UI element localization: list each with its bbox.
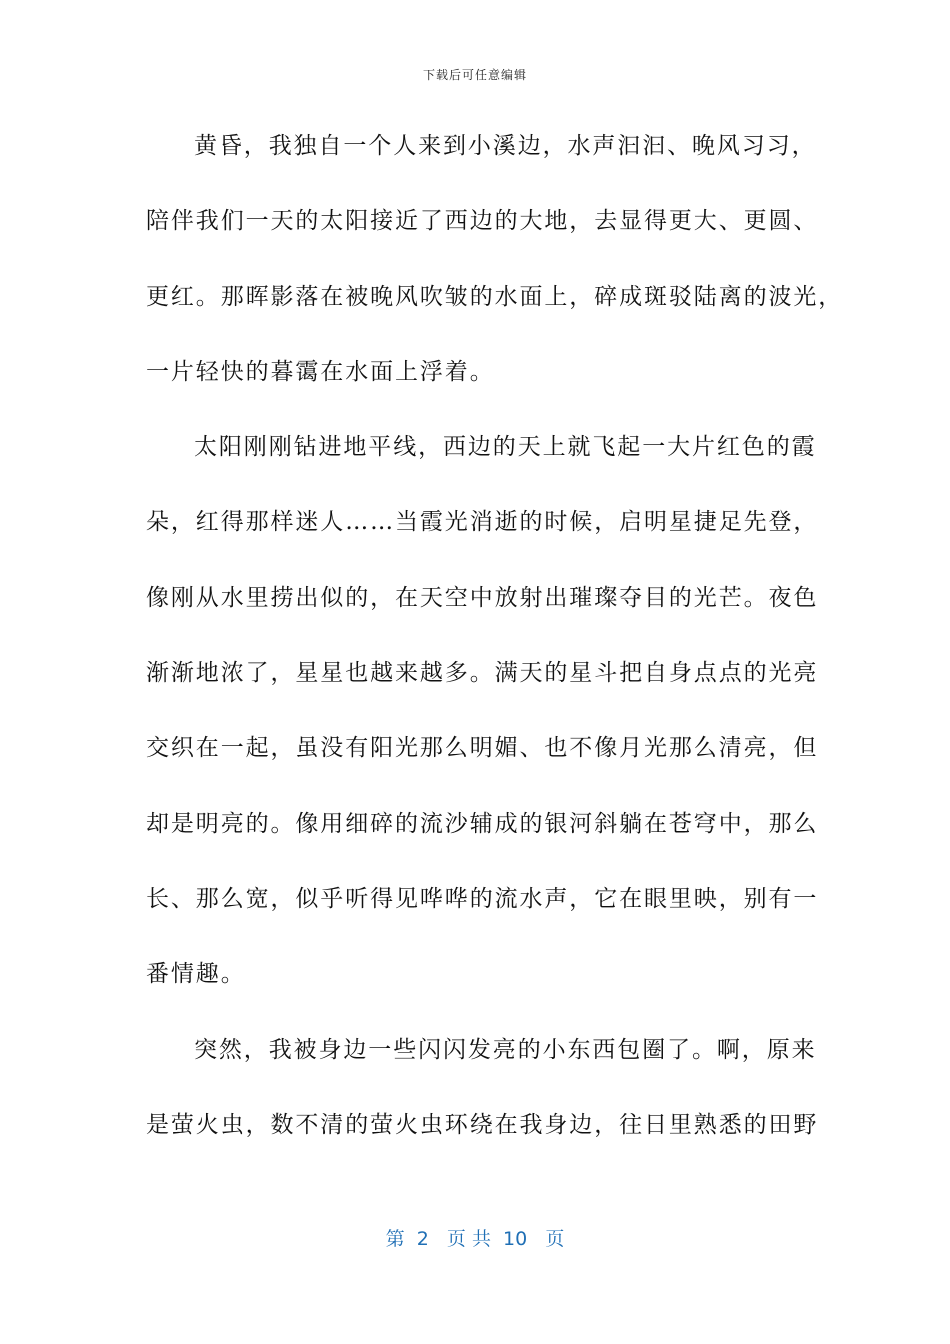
paragraph-line: 黄昏，我独自一个人来到小溪边，水声汩汩、晚风习习， xyxy=(194,133,817,159)
paragraph-line: 是萤火虫，数不清的萤火虫环绕在我身边，往日里熟悉的田野 xyxy=(146,1111,819,1138)
paragraph-line: 太阳刚刚钻进地平线，西边的天上就飞起一大片红色的霞 xyxy=(194,434,817,461)
paragraph-line: 交织在一起，虽没有阳光那么明媚、也不像月光那么清亮，但 xyxy=(146,735,819,762)
header-note: 下载后可任意编辑 xyxy=(422,68,527,82)
paragraph-line: 渐渐地浓了，星星也越来越多。满天的星斗把自身点点的光亮 xyxy=(146,660,819,687)
paragraph-line: 一片轻快的暮霭在水面上浮着。 xyxy=(146,358,495,385)
paragraph-line: 突然，我被身边一些闪闪发亮的小东西包圈了。啊，原来 xyxy=(194,1036,817,1063)
paragraph-line: 却是明亮的。像用细碎的流沙辅成的银河斜躺在苍穹中，那么 xyxy=(146,810,819,837)
paragraph-line: 番情趣。 xyxy=(146,961,246,988)
paragraph-line: 长、那么宽，似乎听得见哗哗的流水声，它在眼里映，别有一 xyxy=(146,885,819,912)
paragraph-line: 更红。那晖影落在被晚风吹皱的水面上，碎成斑驳陆离的波光， xyxy=(146,283,844,310)
paragraph-line: 陪伴我们一天的太阳接近了西边的大地，去显得更大、更圆、 xyxy=(146,208,819,235)
page-number-footer: 第 2 页 共 10 页 xyxy=(385,1228,565,1250)
document-body xyxy=(146,122,844,1176)
paragraph-line: 像刚从水里捞出似的，在天空中放射出璀璨夺目的光芒。夜色 xyxy=(146,584,819,611)
paragraph-line: 朵，红得那样迷人……当霞光消逝的时候，启明星捷足先登， xyxy=(146,509,819,536)
